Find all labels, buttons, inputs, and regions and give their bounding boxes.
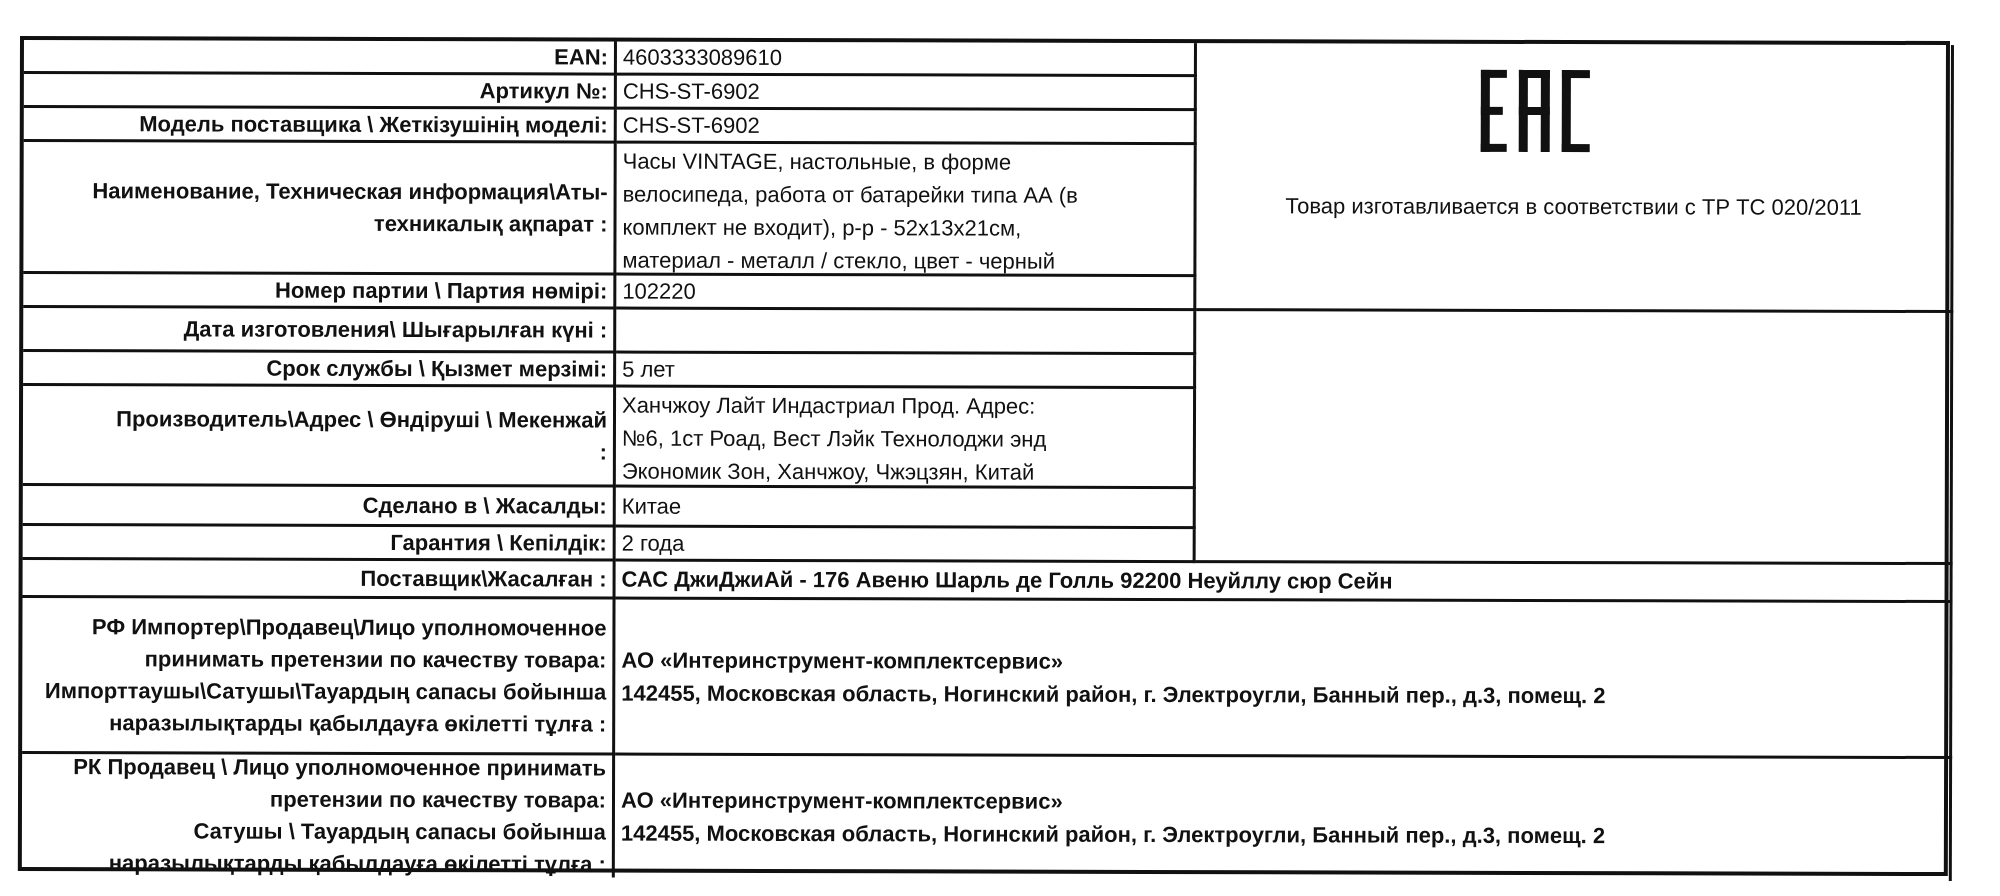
- eac-mark-icon: [1477, 66, 1597, 156]
- model-label: Модель поставщика \ Жеткізушінің моделі:: [24, 108, 617, 144]
- rf-importer-value: АО «Интеринструмент-комплектсервис» 142455, Московская область, Ногинский район, г. Электроугли, Банный пер., д.3, помещ. 2: [615, 600, 1952, 759]
- rf-importer-label: РФ Импортер\Продавец\Лицо уполномоченное принимать претензии по качеству товара: Импорттаушы\Сатушы\Тауардың сапасы бойынша наразылықтарды қабылдауға өкілетті тұлға :: [22, 598, 615, 756]
- made-in-value: Китае: [616, 488, 1196, 530]
- supplier-label: Поставщик\Жасалған :: [23, 560, 616, 600]
- mfg-date-value: [616, 310, 1196, 356]
- warranty-label: Гарантия \ Кепілдік:: [23, 526, 616, 562]
- product-label-table: [18, 36, 1950, 876]
- blank-block: [1196, 311, 1954, 565]
- ean-label: EAN:: [24, 40, 617, 76]
- certification-block: [1196, 43, 1954, 313]
- name-label: Наименование, Техническая информация\Аты- техникалық ақпарат :: [23, 142, 616, 276]
- rk-seller-value: АО «Интеринструмент-комплектсервис» 142455, Московская область, Ногинский район, г. Электроугли, Банный пер., д.3, помещ. 2: [615, 756, 1952, 881]
- ean-value: 4603333089610: [617, 42, 1197, 78]
- model-value: CHS-ST-6902: [617, 110, 1197, 146]
- made-in-label: Сделано в \ Жасалды:: [23, 486, 616, 528]
- article-label: Артикул №:: [24, 74, 617, 110]
- batch-label: Номер партии \ Партия нөмірі:: [23, 274, 616, 310]
- manufacturer-label: Производитель\Адрес \ Өндіруші \ Мекенжай :: [23, 386, 616, 488]
- certification-statement: Товар изготавливается в соответствии с ТР ТС 020/2011: [1285, 193, 1862, 220]
- batch-value: 102220: [616, 276, 1196, 312]
- manufacturer-value: Ханчжоу Лайт Индастриал Прод. Адрес: №6, 1ст Роад, Вест Лэйк Технолоджи энд Экономик Зон, Ханчжоу, Чжэцзян, Китай: [616, 388, 1196, 490]
- supplier-value: САС ДжиДжиАй - 176 Авеню Шарль де Голль 92200 Неуйллу сюр Сейн: [616, 562, 1953, 604]
- service-life-label: Срок службы \ Қызмет мерзімі:: [23, 352, 616, 388]
- name-value: Часы VINTAGE, настольные, в форме велосипеда, работа от батарейки типа АА (в комплект не входит), р-р - 52х13х21см, материал - металл / стекло, цвет - черный: [616, 144, 1196, 278]
- mfg-date-label: Дата изготовления\ Шығарылған күні :: [23, 308, 616, 354]
- rk-seller-label: РК Продавец \ Лицо уполномоченное принимать претензии по качеству товара: Сатушы \ Тауардың сапасы бойынша наразылықтарды қабылдауға өкілетті тұлға :: [22, 754, 615, 878]
- service-life-value: 5 лет: [616, 354, 1196, 390]
- article-value: CHS-ST-6902: [617, 76, 1197, 112]
- warranty-value: 2 года: [616, 528, 1196, 564]
